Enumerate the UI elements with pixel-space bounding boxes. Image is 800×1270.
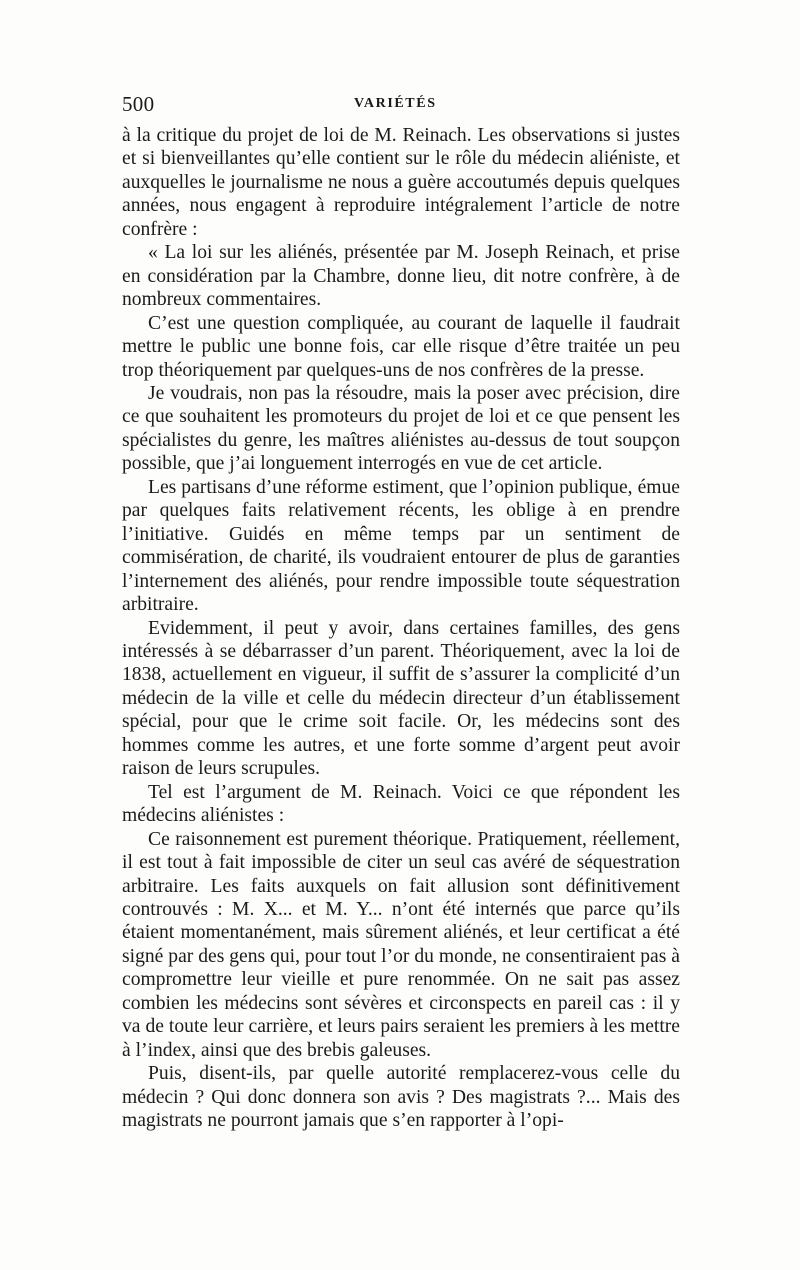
body-text (122, 124, 680, 1132)
paragraph: C’est une question compliquée, au courant de laquelle il faudrait mettre le public une bonne fois, car elle risque d’être traitée un peu trop théoriquement par quelques-uns de nos confrères de la presse. (122, 312, 680, 381)
running-title: VARIÉTÉS (354, 96, 437, 111)
page-number: 500 (122, 92, 155, 116)
paragraph: Tel est l’argument de M. Reinach. Voici ce que répondent les médecins aliénistes : (122, 781, 680, 827)
paragraph: Puis, disent-ils, par quelle autorité remplacerez-vous celle du médecin ? Qui donc donnera son avis ? Des magistrats ?... Mais des magistrats ne pourront jamais que s’en rapporter à l’opi- (122, 1063, 680, 1132)
paragraph: Evidemment, il peut y avoir, dans certaines familles, des gens intéressés à se débarrasser d’un parent. Théoriquement, avec la loi de 1838, actuellement en vigueur, il suffit de s’assurer la complicité d’un médecin de la ville et celle du médecin directeur d’un établissement spécial, pour que le crime soit facile. Or, les médecins sont des hommes comme les autres, et une forte somme d’argent peut avoir raison de leurs scrupules. (122, 617, 680, 780)
paragraph: Les partisans d’une réforme estiment, que l’opinion publique, émue par quelques faits relativement récents, les oblige à en prendre l’initiative. Guidés en même temps par un sentiment de commisération, de charité, ils voudraient entourer de plus de garanties l’internement des aliénés, pour rendre impossible toute séquestration arbitraire. (122, 476, 680, 616)
paragraph: Ce raisonnement est purement théorique. Pratiquement, réellement, il est tout à fait impossible de citer un seul cas avéré de séquestration arbitraire. Les faits auxquels on fait allusion sont définitivement controuvés : M. X... et M. Y... n’ont été internés que parce qu’ils étaient momentanément, mais sûrement aliénés, et leur certificat a été signé par des gens qui, pour tout l’or du monde, ne consentiraient pas à compromettre leur vieille et pure renommée. On ne sait pas assez combien les médecins sont sévères et circonspects en pareil cas : il y va de toute leur carrière, et leurs pairs seraient les premiers à les mettre à l’index, ainsi que des brebis galeuses. (122, 828, 680, 1061)
page-header (122, 92, 682, 120)
paragraph-continued: à la critique du projet de loi de M. Reinach. Les observations si justes et si bienveillantes qu’elle contient sur le rôle du médecin aliéniste, et auxquelles le journalisme ne nous a guère accoutumés depuis quelques années, nous engagent à reproduire intégralement l’article de notre confrère : (122, 125, 680, 240)
paragraph: « La loi sur les aliénés, présentée par M. Joseph Reinach, et prise en considération par la Chambre, donne lieu, dit notre confrère, à de nombreux commentaires. (122, 242, 680, 311)
paragraph: Je voudrais, non pas la résoudre, mais la poser avec précision, dire ce que souhaitent les promoteurs du projet de loi et ce que pensent les spécialistes du genre, les maîtres aliénistes au-dessus de tout soupçon possible, que j’ai longuement interrogés en vue de cet article. (122, 382, 680, 475)
